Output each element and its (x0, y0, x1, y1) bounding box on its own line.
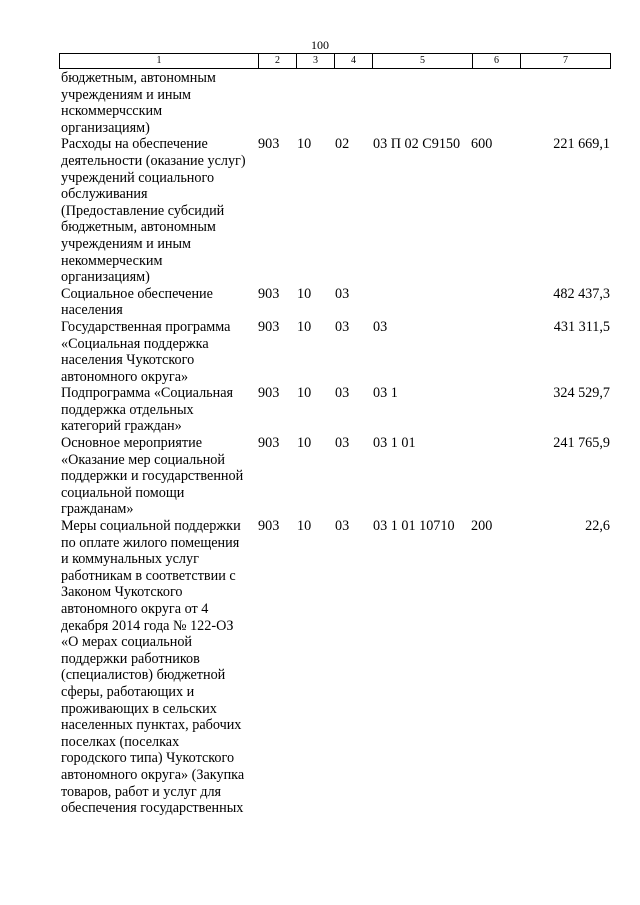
row-name-line: (Предоставление субсидий (61, 202, 225, 219)
column-header-3: 3 (297, 54, 335, 69)
row-name-line: поддержки работников (61, 650, 200, 667)
row-name (61, 136, 257, 285)
row-name-line: некоммерческим (61, 252, 163, 269)
row-name-line: «О мерах социальной (61, 634, 193, 651)
row-name-line: поддержки и государственной (61, 468, 244, 485)
cell-c7: 22,6 (585, 518, 610, 535)
row-name-line: и коммунальных услуг (61, 551, 199, 568)
row-name-line: обеспечения государственных (61, 800, 244, 817)
row-name-line: проживающих в сельских (61, 700, 217, 717)
row-name-line: товаров, работ и услуг для (61, 783, 222, 800)
row-name-line: учреждениям и иным (61, 86, 192, 103)
row-name (61, 518, 257, 817)
cell-c2: 903 (258, 318, 280, 335)
column-header-4: 4 (335, 54, 373, 69)
row-name-line: населенных пунктах, рабочих (61, 717, 242, 734)
column-header-6: 6 (473, 54, 521, 69)
cell-c2: 903 (258, 285, 280, 302)
table-row (61, 319, 613, 385)
cell-c4: 03 (335, 318, 350, 335)
row-name (61, 319, 257, 385)
column-header-1: 1 (60, 54, 259, 69)
cell-c5: 03 (373, 318, 388, 335)
column-header-7: 7 (521, 54, 611, 69)
cell-c7: 431 311,5 (553, 318, 610, 335)
row-name-line: «Оказание мер социальной (61, 451, 225, 468)
cell-c2: 903 (258, 518, 280, 535)
row-name-line: «Социальная поддержка (61, 335, 209, 352)
budget-table-body (61, 70, 613, 817)
cell-c3: 10 (297, 285, 312, 302)
row-name-line: учреждений социального (61, 169, 215, 186)
cell-c6: 600 (471, 136, 493, 153)
cell-c3: 10 (297, 318, 312, 335)
cell-c7: 324 529,7 (553, 385, 610, 402)
column-header-table (59, 53, 611, 69)
row-name-line: населения (61, 302, 123, 319)
cell-c2: 903 (258, 385, 280, 402)
row-name-line: Основное мероприятие (61, 435, 202, 452)
row-name-line: автономного округа» (Закупка (61, 766, 245, 783)
row-name (61, 435, 257, 518)
cell-c5: 03 П 02 С9150 (373, 136, 461, 153)
row-name-line: поддержка отдельных (61, 401, 194, 418)
row-name (61, 286, 257, 319)
row-name-line: автономного округа от 4 (61, 601, 209, 617)
cell-c4: 03 (335, 518, 350, 535)
table-row (61, 385, 613, 435)
row-name-line: населения Чукотского (61, 352, 195, 369)
row-name-line: бюджетным, автономным (61, 70, 216, 86)
table-row (61, 136, 613, 285)
cell-c4: 02 (335, 136, 350, 153)
table-row (61, 435, 613, 518)
cell-c5: 03 1 01 (373, 435, 416, 452)
row-name-line: учреждениям и иным (61, 235, 192, 252)
cell-c3: 10 (297, 136, 312, 153)
row-name-line: автономного округа» (61, 368, 189, 385)
row-name-line: городского типа) Чукотского (61, 750, 235, 767)
cell-c7: 221 669,1 (553, 136, 610, 153)
cell-c7: 241 765,9 (553, 435, 610, 452)
row-name-line: поселках (поселках (61, 733, 180, 750)
row-name (61, 70, 257, 136)
table-row (61, 70, 613, 136)
row-name-line: по оплате жилого помещения (61, 534, 240, 551)
row-name-line: бюджетным, автономным (61, 219, 216, 236)
cell-c3: 10 (297, 385, 312, 402)
column-header-5: 5 (373, 54, 473, 69)
row-name-line: Меры социальной поддержки (61, 518, 241, 535)
row-name-line: нскоммерчсским (61, 103, 163, 120)
cell-c3: 10 (297, 518, 312, 535)
row-name-line: (специалистов) бюджетной (61, 667, 226, 684)
row-name-line: организациям) (61, 269, 150, 286)
cell-c7: 482 437,3 (553, 285, 610, 302)
row-name-line: Подпрограмма «Социальная (61, 385, 234, 402)
page-number: 100 (311, 38, 329, 52)
table-row (61, 518, 613, 817)
row-name-line: Государственная программа (61, 318, 231, 335)
cell-c4: 03 (335, 385, 350, 402)
row-name-line: обслуживания (61, 186, 148, 203)
row-name-line: деятельности (оказание услуг) (61, 152, 246, 169)
row-name-line: организациям) (61, 119, 150, 136)
cell-c5: 03 1 (373, 385, 398, 402)
row-name-line: работникам в соответствии с (61, 567, 236, 584)
cell-c4: 03 (335, 435, 350, 452)
cell-c2: 903 (258, 435, 280, 452)
row-name-line: категорий граждан» (61, 418, 182, 435)
cell-c5: 03 1 01 10710 (373, 518, 455, 535)
row-name-line: социальной помощи (61, 484, 185, 501)
cell-c4: 03 (335, 285, 350, 302)
table-row (61, 286, 613, 319)
cell-c6: 200 (471, 518, 493, 535)
row-name-line: Расходы на обеспечение (61, 136, 208, 153)
cell-c3: 10 (297, 435, 312, 452)
cell-c2: 903 (258, 136, 280, 153)
row-name-line: Законом Чукотского (61, 584, 183, 601)
row-name-line: декабря 2014 года № 122-ОЗ (61, 617, 234, 634)
row-name (61, 385, 257, 435)
row-name-line: Социальное обеспечение (61, 285, 213, 302)
row-name-line: сферы, работающих и (61, 683, 195, 700)
row-name-line: гражданам» (61, 501, 134, 518)
column-header-2: 2 (259, 54, 297, 69)
